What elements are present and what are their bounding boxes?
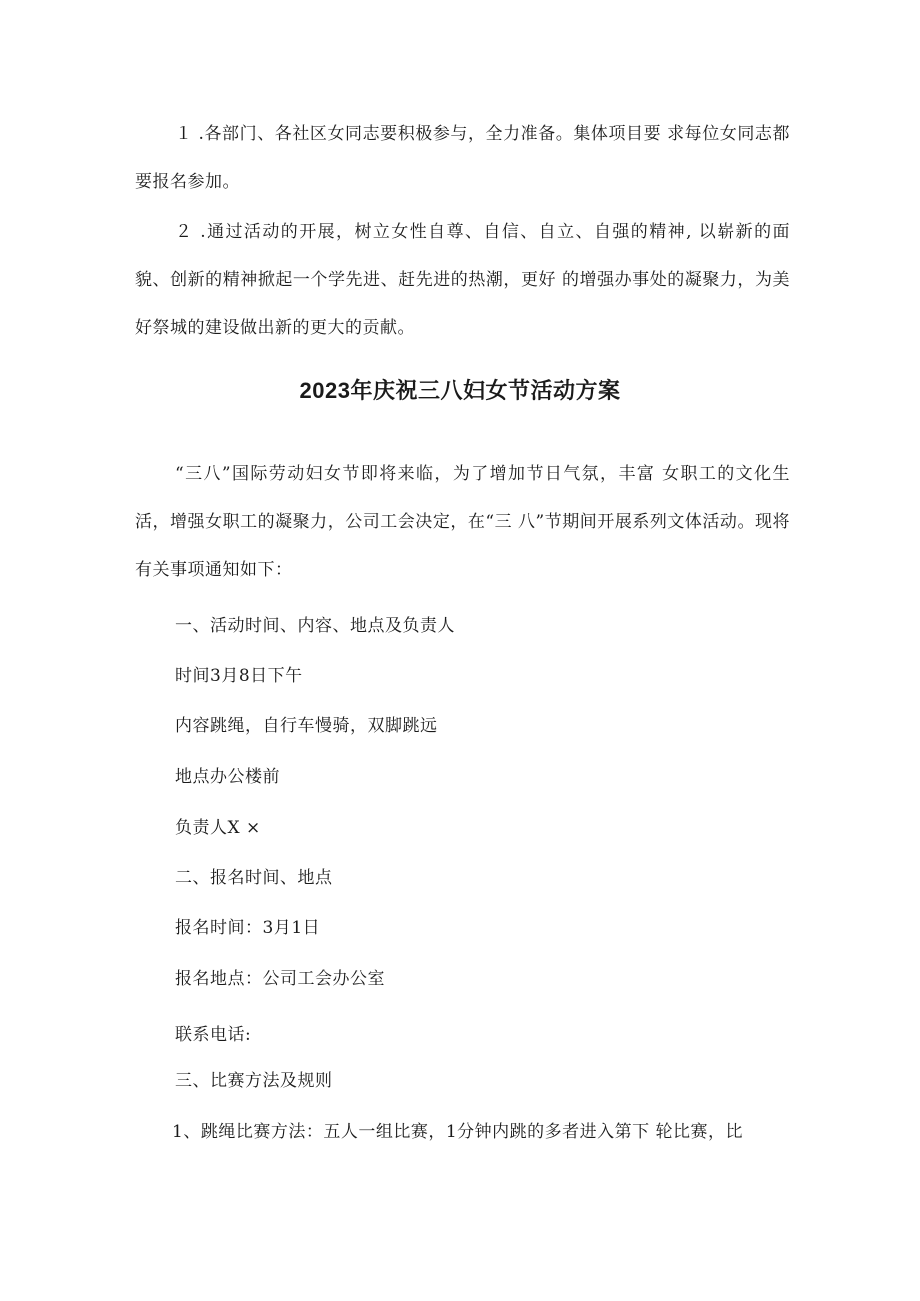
notice-paragraph: “三八”国际劳动妇女节即将来临，为了增加节日气氛，丰富 女职工的文化生活，增强女职工的凝聚力，公司工会决定，在“三 八”节期间开展系列文体活动。现将有关事项通知如下：	[135, 464, 790, 580]
contact-phone: 联系电话:	[175, 1025, 252, 1045]
activity-time: 时间3月8日下午	[175, 666, 303, 686]
section-1-heading: 一、活动时间、内容、地点及负责人	[175, 616, 455, 636]
rule-1: 1、跳绳比赛方法：五人一组比赛，1分钟内跳的多者进入第下 轮比赛，比	[172, 1122, 744, 1142]
activity-location: 地点办公楼前	[175, 767, 280, 787]
document-title: 2023年庆祝三八妇女节活动方案	[299, 378, 621, 403]
intro-item-1: １ .各部门、各社区女同志要积极参与，全力准备。集体项目要 求每位女同志都要报名参加。	[135, 124, 790, 192]
activity-content: 内容跳绳，自行车慢骑，双脚跳远	[175, 716, 438, 736]
intro-item-2: ２ .通过活动的开展，树立女性自尊、自信、自立、自强的精神, 以崭新的面貌、创新的精神掀起一个学先进、赶先进的热潮，更好 的增强办事处的凝聚力，为美好祭城的建设做出新的更大的贡献。	[135, 222, 790, 338]
person-in-charge: 负责人X ×	[175, 818, 261, 838]
section-3-heading: 三、比赛方法及规则	[175, 1071, 333, 1091]
section-2-heading: 二、报名时间、地点	[175, 868, 333, 888]
signup-location: 报名地点：公司工会办公室	[175, 969, 385, 989]
signup-time: 报名时间：3月1日	[175, 918, 321, 938]
